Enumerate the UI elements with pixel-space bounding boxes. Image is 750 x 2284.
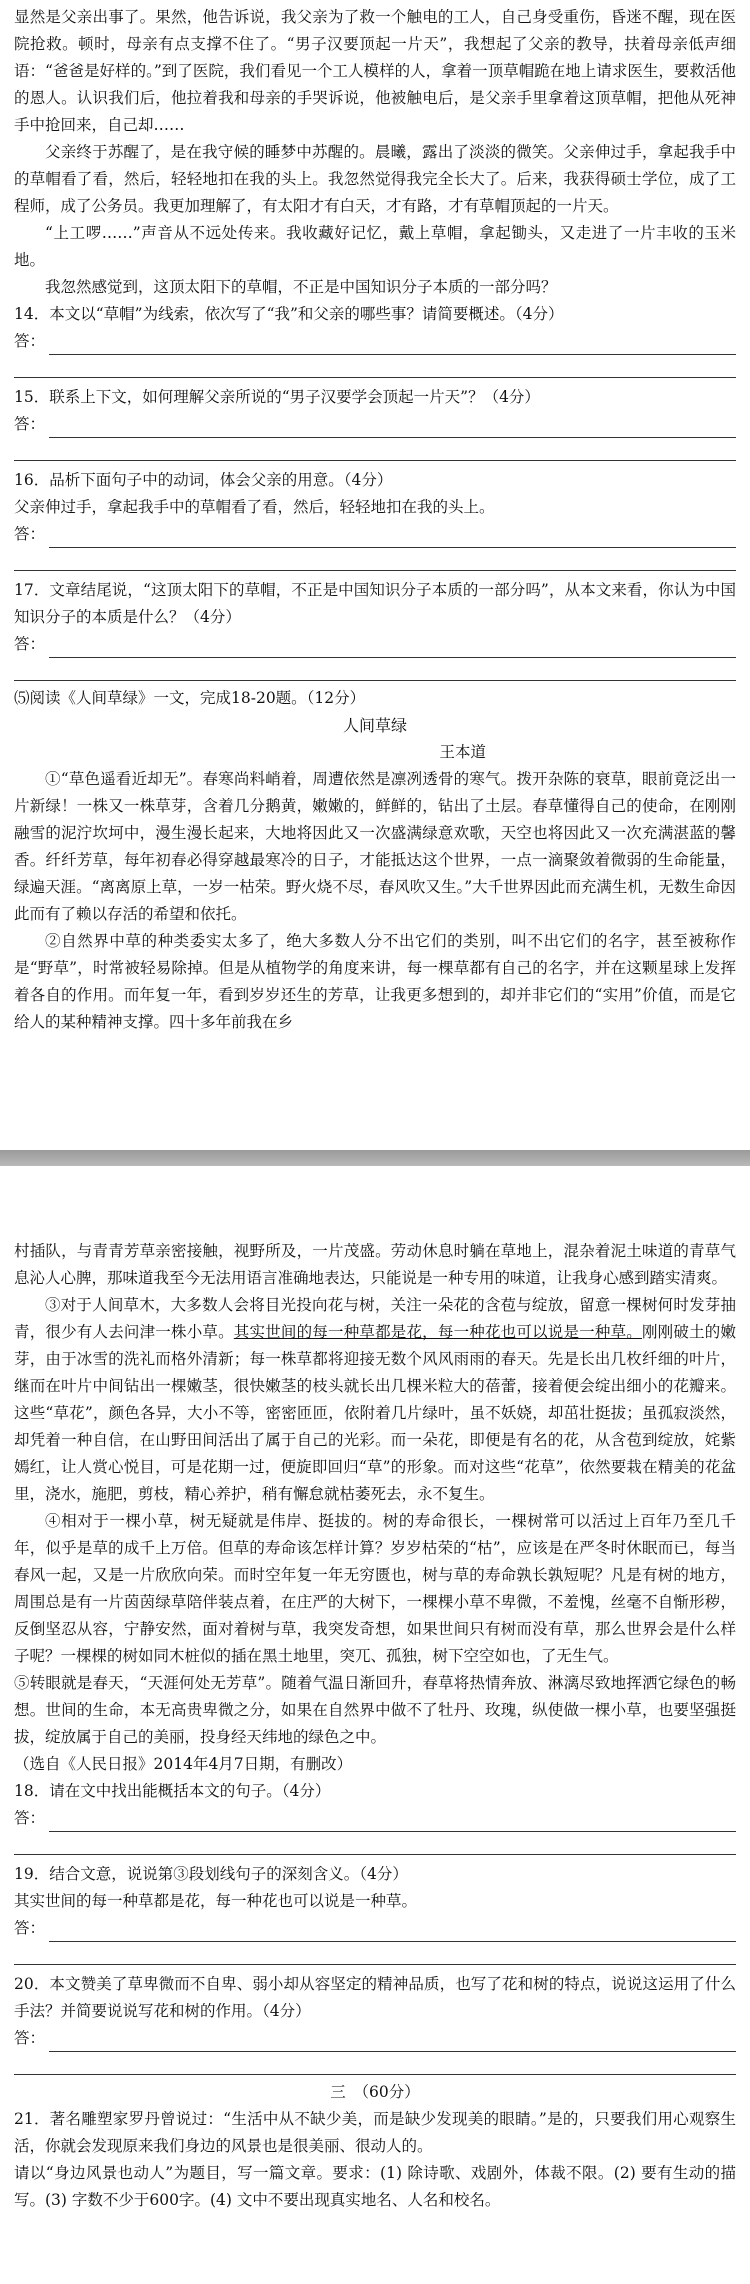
answer-19[interactable]: [14, 1915, 736, 1942]
answer-label: 答：: [14, 2029, 46, 2047]
question-16-quote: 父亲伸过手，拿起我手中的草帽看了看，然后，轻轻地扣在我的头上。: [14, 498, 495, 516]
question-19-quote: 其实世间的每一种草都是花，每一种花也可以说是一种草。: [14, 1892, 418, 1910]
answer-line: [14, 1832, 736, 1855]
answer-line: [14, 438, 736, 461]
article-paragraph-5: ⑤转眼就是春天，“天涯何处无芳草”。随着气温日渐回升，春草将热情奔放、淋漓尽致地挥洒它绿色的畅想。世间的生命，本无高贵卑微之分，如果在自然界中做不了牡丹、玫瑰，纵使做一棵小草，也要坚强挺拔，绽放属于自己的美丽，投身经天纬地的绿色之中。: [14, 1674, 736, 1746]
story-paragraph: 显然是父亲出事了。果然，他告诉说，我父亲为了救一个触电的工人，自己身受重伤，昏迷不醒，现在医院抢救。顿时，母亲有点支撑不住了。“男子汉要顶起一片天”，我想起了父亲的教导，扶着母亲低声细语：“爸爸是好样的。”到了医院，我们看见一个工人模样的人，拿着一顶草帽跪在地上请求医生，要救活他的恩人。认识我们后，他拉着我和母亲的手哭诉说，他被触电后，是父亲手里拿着这顶草帽，把他从死神手中抢回来，自己却……: [14, 8, 736, 134]
story-paragraph: 父亲终于苏醒了，是在我守候的睡梦中苏醒的。晨曦，露出了淡淡的微笑。父亲伸过手，拿起我手中的草帽看了看，然后，轻轻地扣在我的头上。我忽然觉得我完全长大了。后来，我获得硕士学位，成了工程师，成了公务员。我更加理解了，有太阳才有白天，才有路，才有草帽顶起的一片天。: [14, 143, 736, 215]
paragraph-3-text: ③对于人间草木，大多数人会将目光投向花与树，关注一朵花的含苞与绽放，留意一棵树何时发芽抽青，很少有人去问津一株小草。: [14, 1296, 736, 1341]
article-paragraph-4: ④相对于一棵小草，树无疑就是伟岸、挺拔的。树的寿命很长，一棵树常可以活过上百年乃至几千年，似乎是草的成千上万倍。但草的寿命该怎样计算？岁岁枯荣的“枯”，应该是在严冬时休眠而已，每当春风一起，又是一片欣欣向荣。而时空年复一年无穷匮也，树与草的寿命孰长孰短呢？凡是有树的地方，周围总是有一片茵茵绿草陪伴装点着，在庄严的大树下，一棵棵小草不卑微，不羞愧，丝毫不自惭形秽，反倒坚忍从容，宁静安然，面对着树与草，我突发奇想，如果世间只有树而没有草，那么世界会是什么样子呢？一棵棵的树如同木桩似的插在黑土地里，突兀、孤独，树下空空如也，了无生气。: [14, 1512, 736, 1665]
article-paragraph-2: ②自然界中草的种类委实太多了，绝大多数人分不出它们的类别，叫不出它们的名字，甚至被称作是“野草”，时常被轻易除掉。但是从植物学的角度来讲，每一棵草都有自己的名字，并在这颗星球上发挥着各自的作用。而年复一年，看到岁岁还生的芳草，让我更多想到的，却并非它们的“实用”价值，而是它给人的某种精神支撑。四十多年前我在乡: [14, 932, 736, 1031]
article-paragraph-2-cont: 村插队，与青青芳草亲密接触，视野所及，一片茂盛。劳动休息时躺在草地上，混杂着泥土味道的青草气息沁人心脾，那味道我至今无法用语言准确地表达，只能说是一种专用的味道，让我身心感到踏实清爽。: [14, 1242, 736, 1287]
answer-line: [14, 548, 736, 571]
question-21: 21．著名雕塑家罗丹曾说过：“生活中从不缺少美，而是缺少发现美的眼睛。”是的，只要我们用心观察生活，你就会发现原来我们身边的风景也是很美丽、很动人的。: [14, 2110, 736, 2155]
question-19: 19．结合文意，说说第③段划线句子的深刻含义。（4分）: [14, 1865, 408, 1883]
answer-15[interactable]: [14, 411, 736, 438]
answer-line: [49, 419, 736, 438]
question-17: 17．文章结尾说，“这顶太阳下的草帽，不正是中国知识分子本质的一部分吗”，从本文来看，你认为中国知识分子的本质是什么？（4分）: [14, 581, 736, 626]
answer-label: 答：: [14, 525, 46, 543]
answer-17[interactable]: [14, 631, 736, 658]
exam-page-bottom: [0, 1230, 750, 2284]
answer-line: [49, 529, 736, 548]
article-paragraph-3: [14, 1292, 736, 1508]
section-3-heading: 三 （60分）: [330, 2083, 420, 2101]
underlined-sentence: 其实世间的每一种草都是花，每一种花也可以说是一种草。: [233, 1323, 642, 1341]
answer-line: [49, 1923, 736, 1942]
article-title: 人间草绿: [342, 716, 407, 735]
answer-18[interactable]: [14, 1805, 736, 1832]
question-14: 14．本文以“草帽”为线索，依次写了“我”和父亲的哪些事？请简要概述。（4分）: [14, 305, 564, 323]
answer-line: [49, 336, 736, 355]
answer-line: [14, 355, 736, 378]
answer-line: [14, 1942, 736, 1965]
answer-16[interactable]: [14, 521, 736, 548]
answer-line: [14, 2052, 736, 2075]
answer-label: 答：: [14, 635, 46, 653]
story-paragraph: 我忽然感觉到，这顶太阳下的草帽，不正是中国知识分子本质的一部分吗？: [45, 278, 557, 296]
divider-band: [0, 1150, 750, 1166]
story-paragraph: “上工啰……”声音从不远处传来。我收藏好记忆，戴上草帽，拿起锄头，又走进了一片丰收的玉米地。: [14, 224, 736, 269]
question-20: 20．本文赞美了草卑微而不自卑、弱小却从容坚定的精神品质，也写了花和树的特点，说说这运用了什么手法？并简要说说写花和树的作用。（4分）: [14, 1975, 736, 2020]
answer-label: 答：: [14, 1809, 46, 1827]
question-15: 15．联系上下文，如何理解父亲所说的“男子汉要学会顶起一片天”？（4分）: [14, 388, 540, 406]
answer-label: 答：: [14, 332, 46, 350]
article-author: 王本道: [439, 743, 486, 761]
question-16: 16．品析下面句子中的动词，体会父亲的用意。（4分）: [14, 471, 393, 489]
answer-14[interactable]: [14, 328, 736, 355]
question-18: 18．请在文中找出能概括本文的句子。（4分）: [14, 1782, 331, 1800]
page-divider: [0, 1150, 750, 1230]
answer-line: [49, 1813, 736, 1832]
article-paragraph-1: ①“草色遥看近却无”。春寒尚料峭着，周遭依然是凛冽透骨的寒气。拨开杂陈的衰草，眼前竟泛出一片新绿！一株又一株草芽，含着几分鹅黄，嫩嫩的，鲜鲜的，钻出了土层。春草懂得自己的使命，在刚刚融雪的泥泞坎坷中，漫生漫长起来，大地将因此又一次盛满绿意欢歌，天空也将因此又一次充满湛蓝的馨香。纤纤芳草，每年初春必得穿越最寒冷的日子，才能抵达这个世界，一点一滴聚敛着微弱的生命能量，绿遍天涯。“离离原上草，一岁一枯荣。野火烧不尽，春风吹又生。”大千世界因此而充满生机，无数生命因此而有了赖以存活的希望和依托。: [14, 770, 736, 923]
question-21-requirements: 请以“身边风景也动人”为题目，写一篇文章。要求：(1) 除诗歌、戏剧外，体裁不限。(2) 要有生动的描写。(3) 字数不少于600字。(4) 文中不要出现真实地名、人名和校名。: [14, 2164, 736, 2209]
section-intro: ⑸阅读《人间草绿》一文，完成18-20题。（12分）: [14, 689, 366, 707]
answer-line: [14, 658, 736, 681]
answer-label: 答：: [14, 415, 46, 433]
answer-line: [49, 2033, 736, 2052]
article-source: （选自《人民日报》2014年4月7日期，有删改）: [14, 1755, 353, 1773]
answer-line: [49, 639, 736, 658]
answer-label: 答：: [14, 1919, 46, 1937]
paragraph-3-text: 刚刚破土的嫩芽，由于冰雪的洗礼而格外清新；每一株草都将迎接无数个风风雨雨的春天。先是长出几枚纤细的叶片，继而在叶片中间钻出一棵嫩茎，很快嫩茎的枝头就长出几棵米粒大的蓓蕾，接着便会绽出细小的花瓣来。这些“草花”，颜色各异，大小不等，密密匝匝，依附着几片绿叶，虽不妖娆，却茁壮挺拔；虽孤寂淡然，却凭着一种自信，在山野田间活出了属于自己的光彩。而一朵花，即便是有名的花，从含苞到绽放，姹紫嫣红，让人赏心悦目，可是花期一过，便旋即回归“草”的形象。而对这些“花草”，依然要栽在精美的花盆里，浇水，施肥，剪枝，精心养护，稍有懈怠就枯萎死去，永不复生。: [14, 1323, 736, 1503]
answer-20[interactable]: [14, 2025, 736, 2052]
